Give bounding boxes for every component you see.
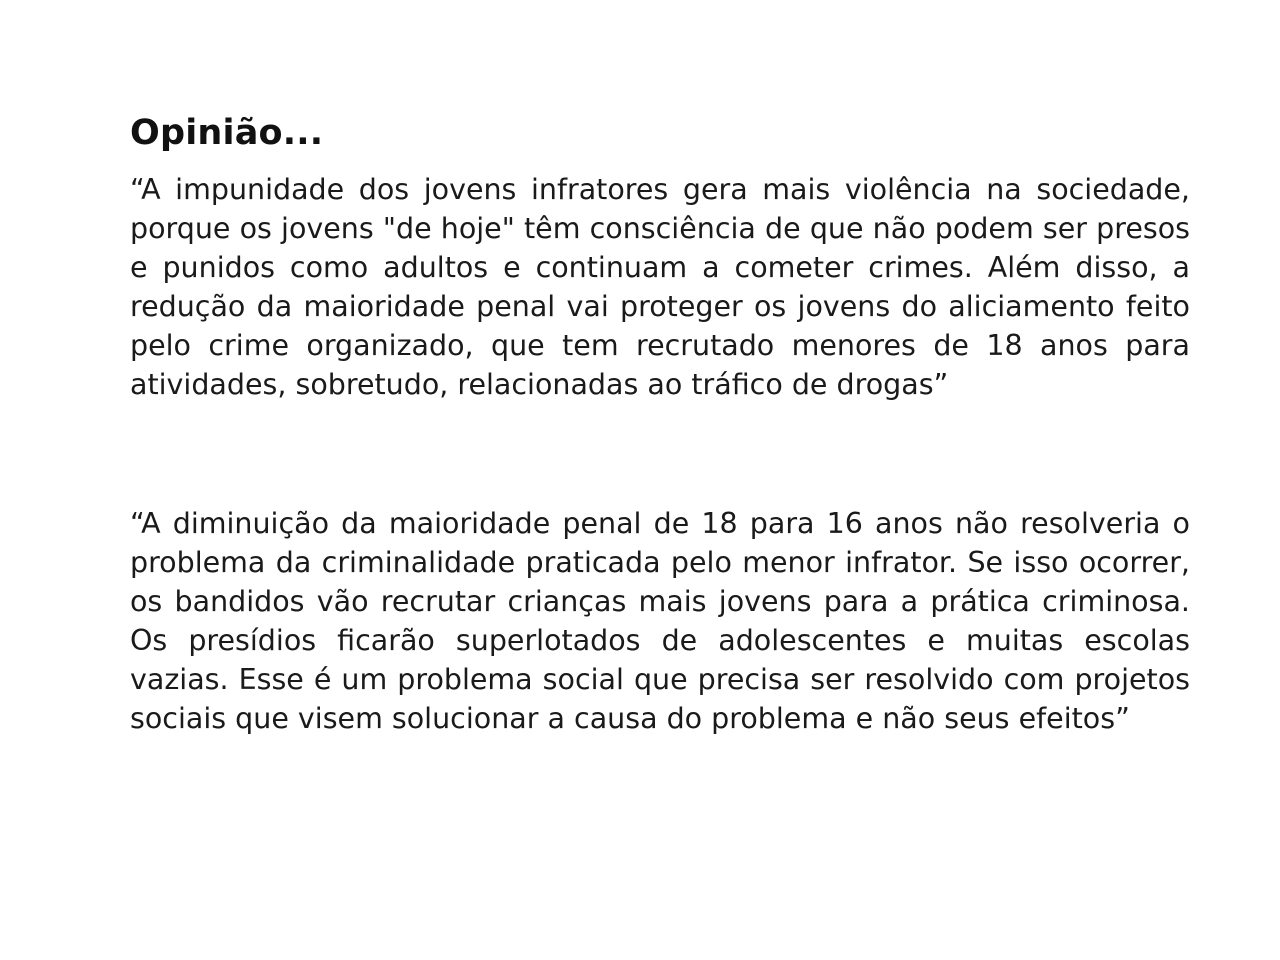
- quote-paragraph-second: “A diminuição da maioridade penal de 18 para 16 anos não resolveria o problema da criminalidade praticada pelo menor infrator. Se isso ocorrer, os bandidos vão recrutar crianças mais jovens para a prática criminosa. Os presídios ficarão superlotados de adolescentes e muitas escolas vazias. Esse é um problema social que precisa ser resolvido com projetos sociais que visem solucionar a causa do problema e não seus efeitos”: [130, 506, 1190, 736]
- page-title: Opinião...: [130, 113, 324, 153]
- quote-paragraph-first: “A impunidade dos jovens infratores gera mais violência na sociedade, porque os jovens "de hoje" têm consciência de que não podem ser presos e punidos como adultos e continuam a cometer crimes. Além disso, a redução da maioridade penal vai proteger os jovens do aliciamento feito pelo crime organizado, que tem recrutado menores de 18 anos para atividades, sobretudo, relacionadas ao tráfico de drogas”: [130, 172, 1190, 401]
- slide-content: [130, 112, 1190, 738]
- paragraph-spacer: [130, 404, 1190, 504]
